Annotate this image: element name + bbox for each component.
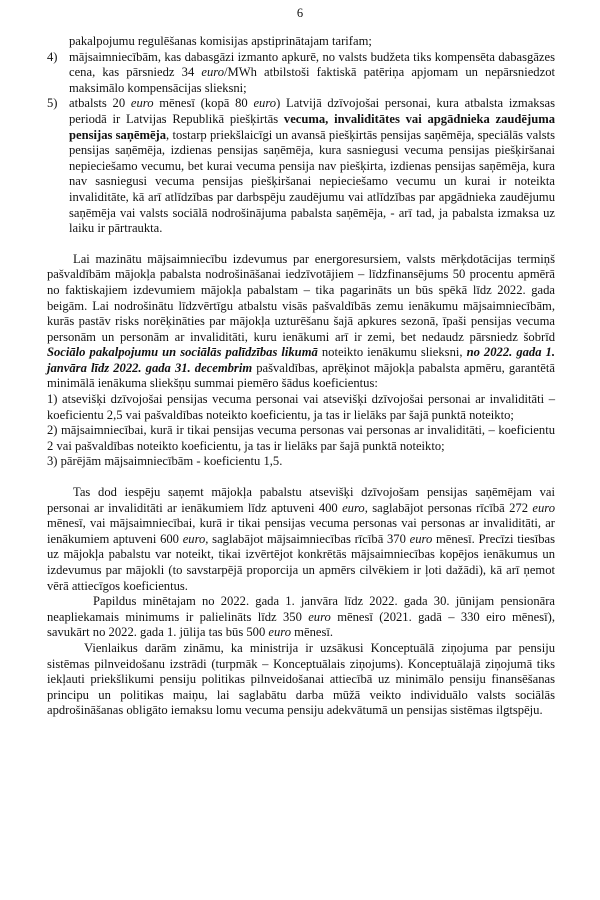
list-number: 4) [47, 49, 58, 64]
paragraph-tax-minimum: Papildus minētajam no 2022. gada 1. janvāra līdz 2022. gada 30. jūnijam pensionāra neapliekamais minimums ir palielināts līdz 350 euro mēnesī (2021. gadā – 330 eiro mēnesī), savukārt no 2022. gada 1. jūlija tas būs 500 euro mēnesī. [47, 594, 556, 640]
paragraph-housing-benefit: Lai mazinātu mājsaimniecību izdevumus par energoresursiem, valsts mērķdotācijas termiņš pašvaldībām mājokļa pabalsta nodrošināšanai iedzīvotājiem – līdzfinansējums 50 procentu apmērā no faktiskajiem izdevumiem mājokļa pabalstam – tika pagarināts un būs spēkā līdz 2022. gada beigām. Lai nodrošinātu līdzvērtīgu atbalstu visās pašvaldībās zemu ienākumu mājsaimniecībām, kurās pastāv risks norēķināties par mājokļa uzturēšanu šajā apkures sezonā, īpaši pensijas vecuma personām un personām ar invaliditāti, kuru ienākumi arī ir zemi, bet nedaudz pārsniedz šobrīd Sociālo pakalpojumu un sociālās palīdzības likumā noteikto ienākumu slieksni, no 2022. gada 1. janvāra līdz 2022. gada 31. decembrim pašvaldības, aprēķinot mājokļa pabalsta apmēru, garantētā minimālā ienākuma sliekšņu summai piemēro šādus koeficientus: [47, 251, 556, 391]
list-item-4 [47, 50, 555, 97]
coefficient-item-2: 2) mājsaimniecībai, kurā ir tikai pensijas vecuma personas vai personas ar invaliditāti, – koeficientu 2 vai pašvaldības noteikto koeficientu, ja tas ir lielāks par šajā punktā noteikto; [47, 423, 555, 453]
list-item-text: mājsaimniecībām, kas dabasgāzi izmanto apkurē, no valsts budžeta tiks kompensēta dabasgāzes cena, kas pārsniedz 34 euro/MWh atbilstoši faktiskā patēriņa apjomam un nepārsniedzot maksimālo kompensācijas slieksni; [69, 49, 555, 95]
paragraph-benefit-example: Tas dod iespēju saņemt mājokļa pabalstu atsevišķi dzīvojošam pensijas saņēmējam vai personai ar invaliditāti ar ienākumiem līdz aptuveni 400 euro, saglabājot personas rīcībā 272 euro mēnesī, vai mājsaimniecībai, kurā ir tikai pensijas vecuma personas vai personas ar invaliditāti, ar ienākumiem aptuveni 600 euro, saglabājot mājsaimniecības rīcībā 370 euro mēnesī. Precīzi tiesības uz mājokļa pabalstu var noteikt, tikai izvērtējot konkrētās mājsaimniecības kopējos ienākumus un izdevumus par mājokli (to savstarpējā proporcija un apmērs cilvēkiem ir ļoti dažādi), kā arī ņemot vērā attiecīgos koeficientus. [47, 485, 556, 593]
coefficient-item-3: 3) pārējām mājsaimniecībām - koeficientu 1,5. [47, 454, 283, 469]
list-item-3-tail: pakalpojumu regulēšanas komisijas apstiprinātajam tarifam; [69, 34, 372, 48]
paragraph-conceptual-report: Vienlaikus darām zināmu, ka ministrija ir uzsākusi Konceptuālā ziņojuma par pensiju sistēmas pilnveidošanu izstrādi (turpmāk – Konceptuālais ziņojums). Konceptuālajā ziņojumā tiks iekļauti priekšlikumi pensiju politikas pilnveidošanai attiecībā uz minimālo pensiju finansēšanas principu un politikas maiņu, lai saglabātu darba mūžā veikto individuālo valsts sociālās apdrošināšanas obligāto iemaksu lomu vecuma pensiju adekvātumā un pensijas sistēmas ilgtspēju. [47, 640, 555, 718]
coefficient-item-1: 1) atsevišķi dzīvojošai pensijas vecuma personai vai atsevišķi dzīvojošai personai ar invaliditāti – koeficientu 2,5 vai pašvaldības noteikto koeficientu, ja tas ir lielāks par šajā punktā noteikto; [47, 392, 555, 422]
list-number: 5) [47, 96, 58, 111]
page-number: 6 [296, 6, 304, 20]
list-item-text: atbalsts 20 euro mēnesī (kopā 80 euro) Latvijā dzīvojošai personai, kura atbalsta izmaksas periodā ir Latvijas Republikā piešķirtās vecuma, invaliditātes vai apgādnieka zaudējuma pensijas saņēmēja, tostarp priekšlaicīgi un avansā piešķirtās pensijas saņēmēja, speciālās valsts pensijas saņēmēja, izdienas pensijas saņēmēja, kura sasniegusi vecuma pensijas piešķiršanai nepieciešamo vecumu, bet kurai vecuma pensija nav piešķirta, izdienas pensijas saņēmēja, kura nav sasniegusi vecuma pensijas piešķiršanai nepieciešamo vecumu un kurai ir noteikta invaliditāte, kā arī atlīdzības par darbspēju zaudējumu vai atlīdzības par apgādnieka zaudējumu saņēmēja vai valsts sociālā nodrošinājuma pabalsta saņēmēja, - arī tad, ja pabalsta izmaksa uz laiku ir pārtraukta. [69, 96, 556, 236]
document-body [47, 34, 555, 719]
law-title: Sociālo pakalpojumu un sociālās palīdzības likumā [47, 345, 318, 360]
date-range-emphasis: no 2022. gada 1. janvāra līdz 2022. gada 31. decembrim [47, 345, 556, 375]
list-item-5 [47, 96, 555, 236]
pension-types-emphasis: vecuma, invaliditātes vai apgādnieka zaudējuma pensijas saņēmēja [69, 111, 556, 142]
